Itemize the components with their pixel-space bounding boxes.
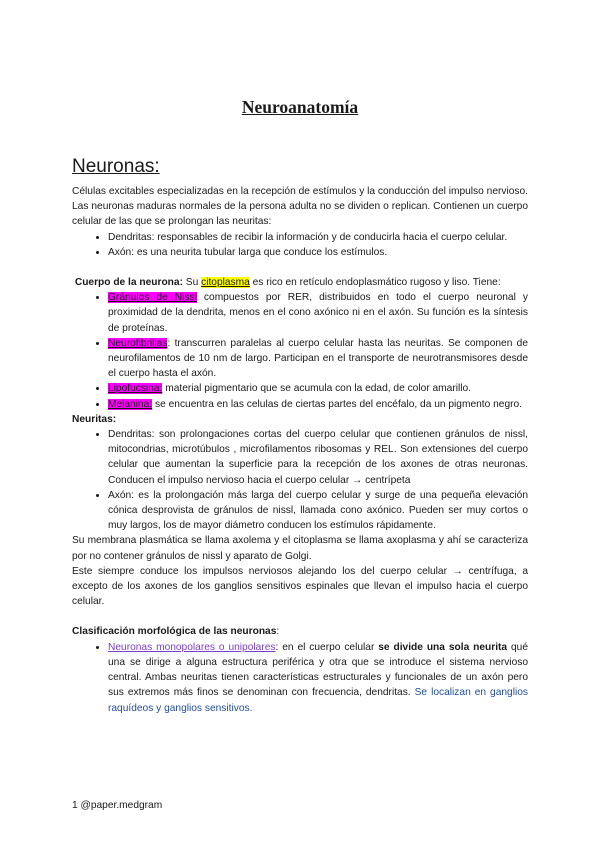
axolema-paragraph: Su membrana plasmática se llama axolema y el citoplasma se llama axoplasma y ahí se caracteriza por no contener gránulos de nissl y aparato de Golgi.: [72, 535, 528, 562]
section-heading: Neuronas:: [72, 156, 160, 177]
list-item: • Axón: es una neurita tubular larga que conduce los estímulos.: [108, 245, 528, 260]
document-title: Neuroanatomía: [241, 97, 359, 117]
cuerpo-paragraph: Cuerpo de la neurona: Su citoplasma es rico en retículo endoplasmático rugoso y liso. Tiene:: [74, 277, 501, 289]
page-footer: 1 @paper.medgram: [72, 800, 163, 811]
list-item: • Melanina: se encuentra en las celulas de ciertas partes del encéfalo, da un pigmento negro.: [108, 397, 528, 412]
term-highlight: Gránulos de Nissl: [108, 292, 197, 304]
centrifuga-paragraph: Este siempre conduce los impulsos nerviosos alejando los del cuerpo celular → centrífuga, a excepto de los axones de los ganglios sensitivos espinales que llevan el impulso hacia el cuerpo celular.: [72, 565, 528, 608]
location-note: Se localizan en ganglios raquídeos y ganglios sensitivos.: [108, 687, 529, 714]
list-item: • Axón: es la prolongación más larga del cuerpo celular y surge de una pequeña elevación cónica desprovista de gránulos de nissl, llamada cono axónico. Pueden ser muy cortos o muy largos, los de mayor diámetro conducen los estímulos rápidamente.: [108, 488, 528, 534]
monopolares-link[interactable]: Neuronas monopolares o unipolares: [108, 641, 276, 653]
neuritas-label: Neuritas:: [72, 413, 117, 425]
list-item: • Dendritas: responsables de recibir la información y de conducirla hacia el cuerpo celular.: [108, 230, 528, 245]
list-item: • Dendritas: son prolongaciones cortas del cuerpo celular que contienen gránulos de nissl, mitocondrias, microtúbulos , microfilamentos ribosomas y REL. Son extensiones del cuerpo celular que aumentan la superficie para la recepción de los axones de otras neuronas. Conducen el impulso nervioso hacia el cuerpo celular → centrípeta: [108, 427, 528, 488]
intro-list: [72, 230, 528, 260]
list-item: • Neurofibrillas: transcurren paralelas al cuerpo celular hasta las neuritas. Se componen de neurofilamentos de 10 nm de largo. Participan en el transporte de neurotransmisores desde el cuerpo hasta el axón.: [108, 336, 528, 382]
list-item: • Gránulos de Nissl compuestos por RER, distribuidos en todo el cuerpo neuronal y proximidad de la dendrita, menos en el cono axónico ni en el axón. Su función es la síntesis de proteínas.: [108, 290, 528, 336]
document-body: [72, 184, 528, 716]
intro-paragraph: Células excitables especializadas en la recepción de estímulos y la conducción del impulso nervioso. Las neuronas maduras normales de la persona adulta no se dividen o replican. Contienen un cuerpo celular de las que se prolongan las neuritas:: [72, 186, 528, 228]
term-highlight: Melanina:: [108, 398, 153, 410]
citoplasma-highlight: citoplasma: [201, 277, 250, 289]
term-highlight: Lipofucsina:: [108, 383, 163, 395]
list-item: • Lipofucsina: material pigmentario que se acumula con la edad, de color amarillo.: [108, 381, 528, 396]
list-item: • Neuronas monopolares o unipolares: en el cuerpo celular se divide una sola neurita qué una se dirige a alguna estructura periférica y otra que se introduce el sistema nervioso central. Ambas neuritas tienen características estructurales y funcionales de un axón pero sus extremos más finos se denominan con frecuencia, dendritas. Se localizan en ganglios raquídeos y ganglios sensitivos.: [108, 640, 528, 716]
cuerpo-list: [72, 290, 528, 412]
neuritas-list: [72, 427, 528, 533]
term-highlight: Neurofibrillas: [108, 337, 168, 349]
clasificacion-heading: Clasificación morfológica de las neuronas:: [72, 626, 280, 638]
cuerpo-label: Cuerpo de la neurona:: [74, 277, 183, 289]
clasificacion-list: [72, 640, 528, 716]
